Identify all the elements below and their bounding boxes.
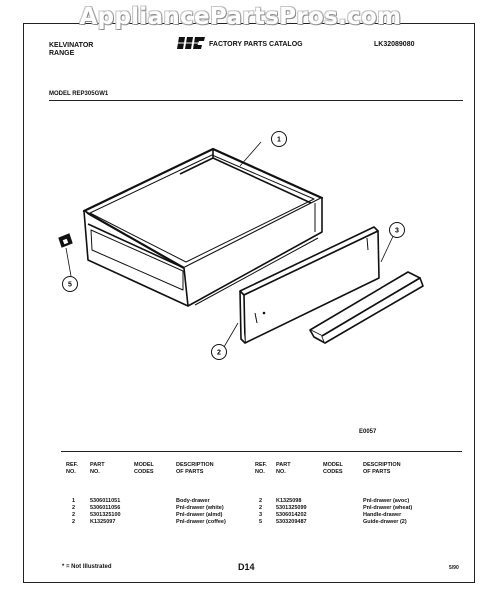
part-cell: 5303209487 <box>276 519 307 525</box>
part-cell: 5306011051 <box>90 498 121 504</box>
part-cell: K1325097 <box>90 519 116 525</box>
desc-cell: Pnl-drawer (white) <box>176 505 224 511</box>
ref-cell: 2 <box>72 505 76 511</box>
desc-cell: Pnl-drawer (almd) <box>176 512 223 518</box>
ref-cell: 1 <box>72 498 76 504</box>
catalog-code: LK32089080 <box>374 41 415 48</box>
callout-5-label: 5 <box>68 281 72 289</box>
table-row <box>62 505 252 512</box>
ref-cell: 5 <box>259 519 263 525</box>
desc-cell: Handle-drawer <box>363 512 402 518</box>
callout-3-label: 3 <box>395 227 399 235</box>
desc-cell: Guide-drawer (2) <box>363 519 407 525</box>
watermark: AppliancePartsPros.com <box>79 4 402 30</box>
part-cell: 5306011056 <box>90 505 121 511</box>
ref-cell: 2 <box>259 505 263 511</box>
callout-2-label: 2 <box>217 349 221 357</box>
part-cell: 5301325100 <box>90 512 121 518</box>
table-row <box>251 505 461 512</box>
ref-cell: 2 <box>259 498 263 504</box>
header-model-codes: MODEL CODES <box>134 462 154 475</box>
desc-cell: Pnl-drawer (avoc) <box>363 498 410 504</box>
header-ref-no: REF. NO. <box>255 462 267 475</box>
header-description: DESCRIPTION OF PARTS <box>176 462 214 475</box>
header-part-no: PART NO. <box>90 462 105 475</box>
header-part-no: PART NO. <box>276 462 291 475</box>
model-number: MODEL REP305GW1 <box>49 91 109 97</box>
table-row <box>251 519 461 526</box>
drawer-guide <box>59 234 72 247</box>
desc-cell: Pnl-drawer (coffee) <box>176 519 226 525</box>
page-number: D14 <box>238 562 255 572</box>
product-name: RANGE <box>49 50 75 57</box>
revision-date: 5/90 <box>449 565 459 571</box>
part-cell: 5306014202 <box>276 512 307 518</box>
catalog-title: FACTORY PARTS CATALOG <box>209 41 303 48</box>
table-row <box>62 498 252 505</box>
figure-code: E0057 <box>359 429 377 435</box>
footnote: * = Not Illustrated <box>62 564 112 570</box>
table-row <box>62 512 252 519</box>
table-divider <box>61 451 462 452</box>
callout-1-label: 1 <box>277 136 281 144</box>
desc-cell: Pnl-drawer (wheat) <box>363 505 413 511</box>
brand-name: KELVINATOR <box>49 42 94 49</box>
ref-cell: 2 <box>72 512 76 518</box>
table-row <box>62 519 252 526</box>
header-model-codes: MODEL CODES <box>323 462 343 475</box>
header-description: DESCRIPTION OF PARTS <box>363 462 401 475</box>
desc-cell: Body-drawer <box>176 498 210 504</box>
header-ref-no: REF. NO. <box>66 462 78 475</box>
table-row <box>251 512 461 519</box>
table-row <box>251 498 461 505</box>
ref-cell: 2 <box>72 519 76 525</box>
part-cell: K1325098 <box>276 498 302 504</box>
ref-cell: 3 <box>259 512 263 518</box>
part-cell: 5301325099 <box>276 505 307 511</box>
